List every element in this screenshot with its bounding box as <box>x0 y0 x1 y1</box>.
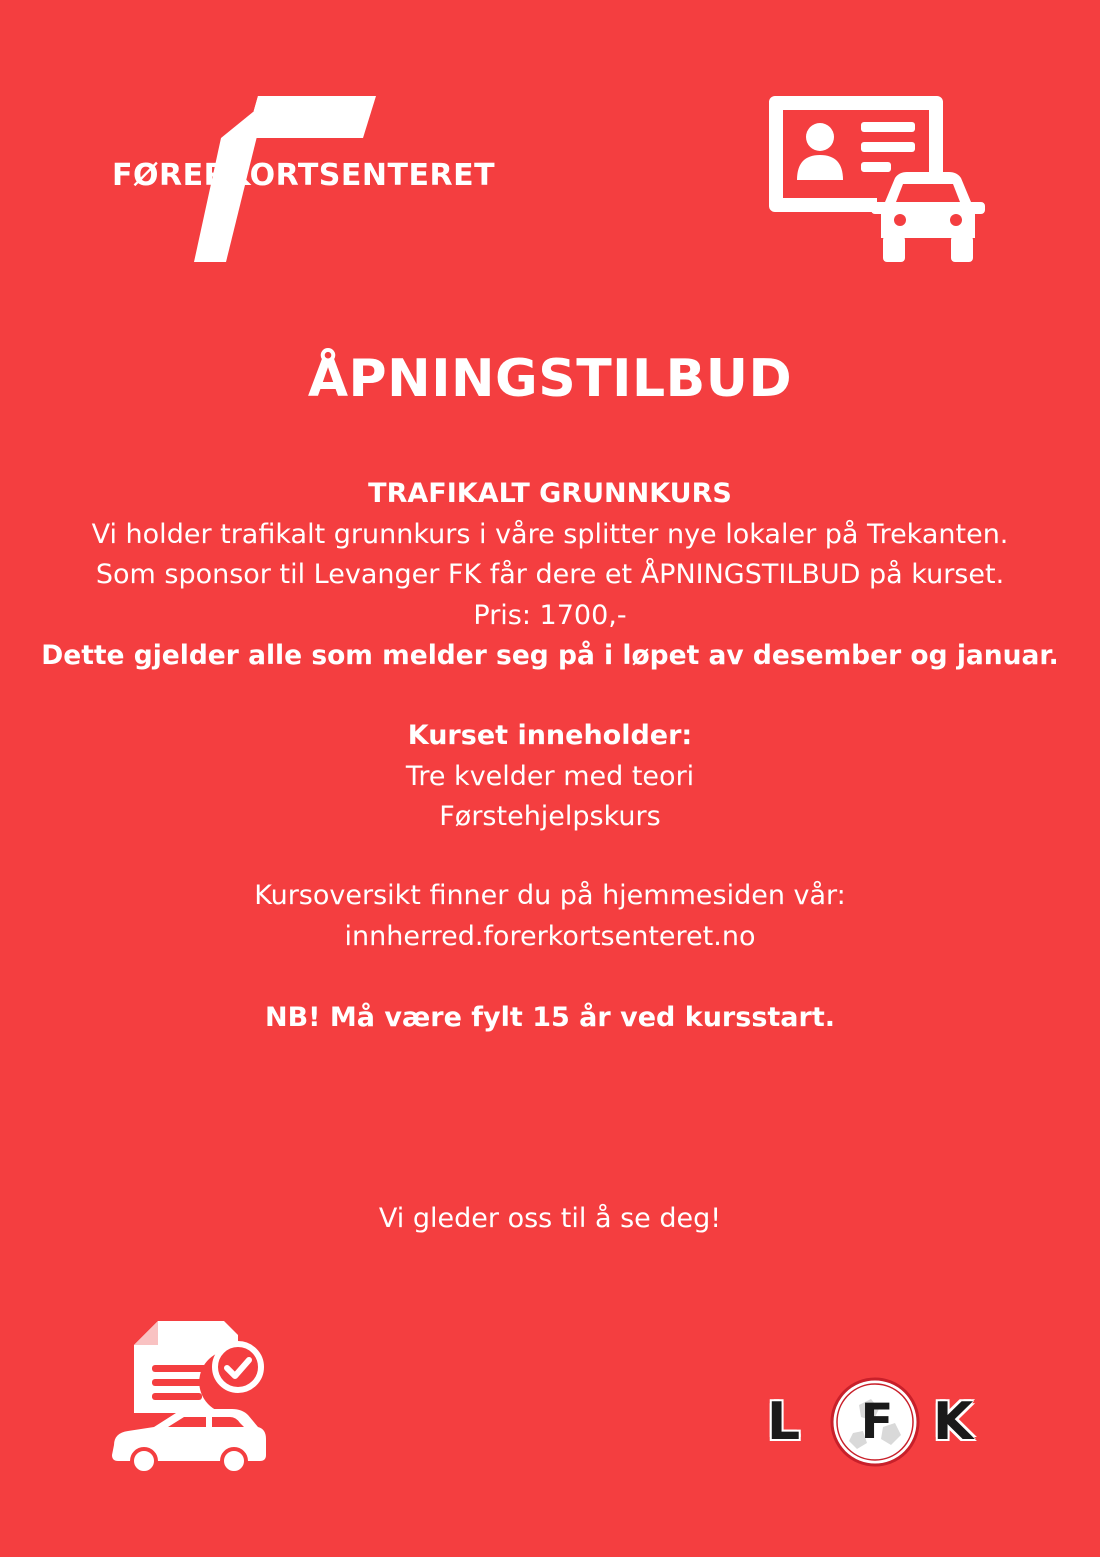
club-logo-letter-l: L <box>767 1392 801 1452</box>
club-logo <box>765 1375 995 1470</box>
list-item: Førstehjelpskurs <box>439 801 661 832</box>
list-item: Tre kvelder med teori <box>405 760 695 792</box>
contents-heading: Kurset inneholder: <box>407 720 693 751</box>
course-description-line-1: Vi holder trafikalt grunnkurs i våre splitter nye lokaler på Trekanten. <box>91 518 1009 550</box>
car-icon <box>112 1409 266 1473</box>
club-logo-letter-f: F <box>860 1394 894 1450</box>
closing-message <box>0 1199 1100 1240</box>
website-info <box>0 876 1100 957</box>
closing-text: Vi gleder oss til å se deg! <box>378 1203 722 1234</box>
driver-license-car-icon <box>765 92 995 267</box>
course-title: TRAFIKALT GRUNNKURS <box>368 478 732 509</box>
document-check-car-icon <box>106 1315 276 1485</box>
requirement-text: NB! Må være fylt 15 år ved kursstart. <box>265 1002 835 1033</box>
brand-name: FØRERKORTSENTERET <box>112 158 496 193</box>
course-contents <box>0 716 1100 838</box>
course-description-line-2: Som sponsor til Levanger FK får dere et ÅPNINGSTILBUD på kurset. <box>95 559 1005 590</box>
website-url[interactable]: innherred.forerkortsenteret.no <box>344 920 756 952</box>
age-requirement <box>0 998 1100 1039</box>
course-price: Pris: 1700,- <box>473 599 627 631</box>
headline: ÅPNINGSTILBUD <box>307 349 793 409</box>
website-intro: Kursoversikt finner du på hjemmesiden vår: <box>254 880 846 911</box>
club-logo-letter-k: K <box>933 1392 974 1452</box>
car-icon <box>871 172 985 262</box>
course-info <box>0 474 1100 677</box>
brand-logo <box>108 92 498 267</box>
offer-note: Dette gjelder alle som melder seg på i løpet av desember og januar. <box>41 640 1059 671</box>
